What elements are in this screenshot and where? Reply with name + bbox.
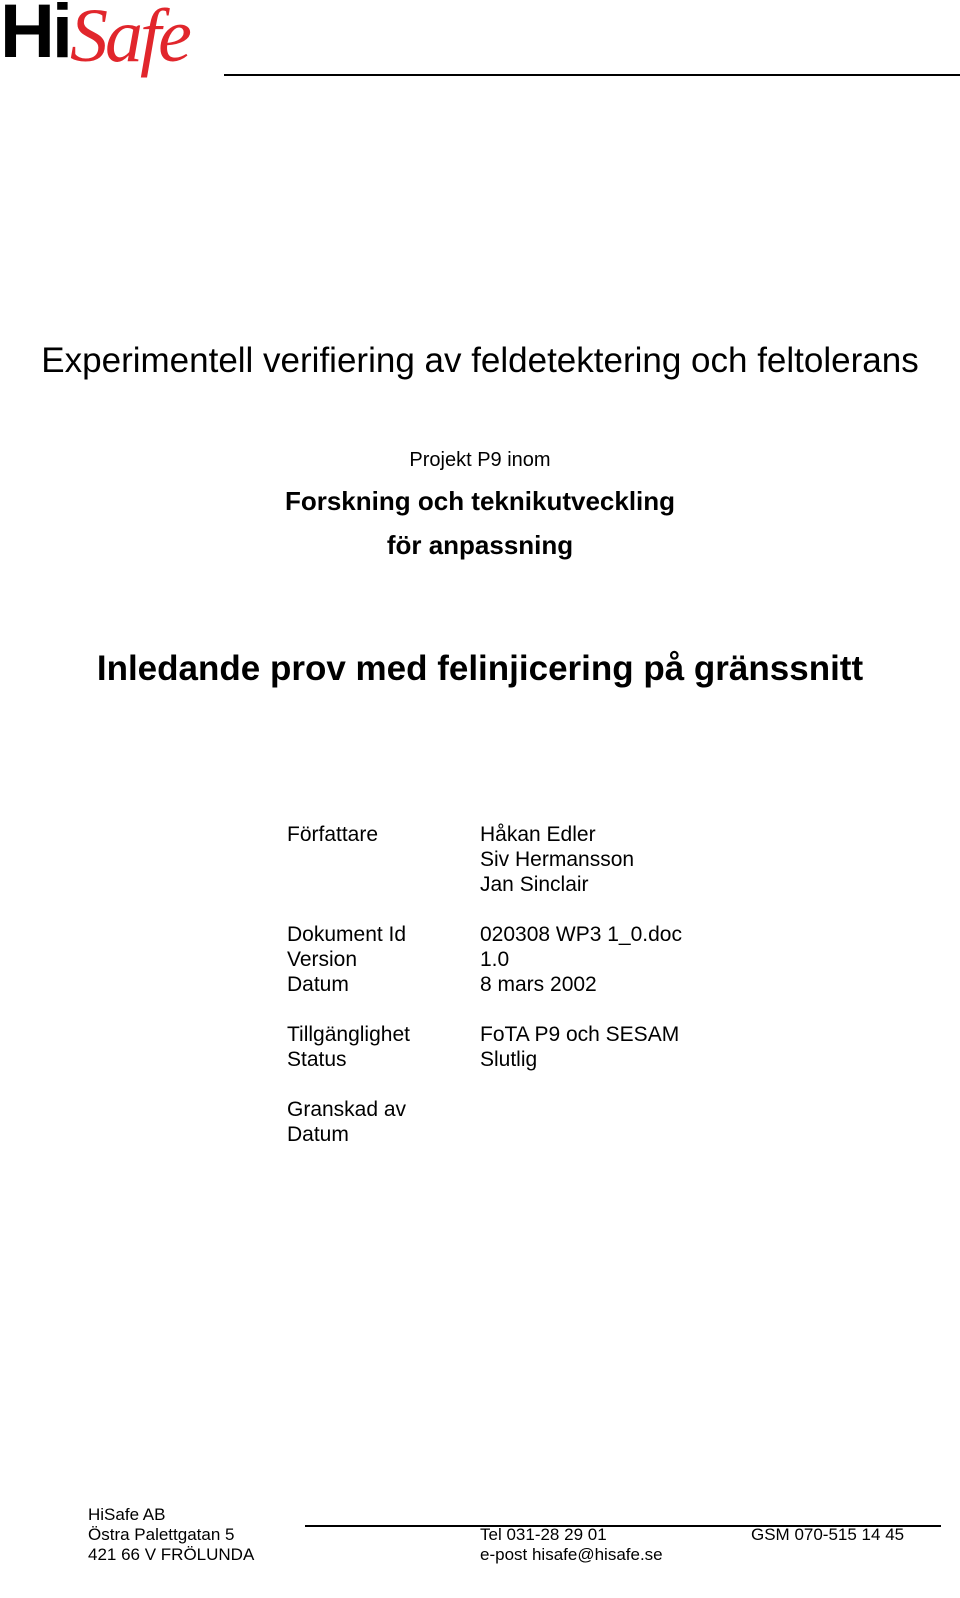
logo-safe-text: Safe bbox=[70, 0, 189, 78]
authors-label: Författare bbox=[287, 823, 379, 846]
author-name: Jan Sinclair bbox=[480, 873, 589, 896]
availability-label: Tillgänglighet bbox=[287, 1023, 410, 1046]
footer-street: Östra Palettgatan 5 bbox=[88, 1525, 235, 1544]
document-title: Experimentell verifiering av feldetektering och feltolerans bbox=[41, 341, 919, 380]
footer-email: e-post hisafe@hisafe.se bbox=[480, 1545, 663, 1564]
footer-phone: Tel 031-28 29 01 bbox=[480, 1525, 607, 1544]
logo-hi-text: Hi bbox=[0, 0, 70, 74]
date-label: Datum bbox=[287, 973, 349, 996]
program-title-line-1: Forskning och teknikutveckling bbox=[284, 486, 676, 516]
availability-value: FoTA P9 och SESAM bbox=[480, 1023, 680, 1046]
project-line: Projekt P9 inom bbox=[409, 449, 551, 471]
document-id-value: 020308 WP3 1_0.doc bbox=[480, 923, 682, 946]
document-id-label: Dokument Id bbox=[287, 923, 407, 946]
author-name: Håkan Edler bbox=[480, 823, 596, 846]
date-value: 8 mars 2002 bbox=[480, 973, 597, 996]
footer-city: 421 66 V FRÖLUNDA bbox=[88, 1545, 255, 1564]
status-label: Status bbox=[287, 1048, 347, 1071]
version-label: Version bbox=[287, 948, 358, 971]
author-name: Siv Hermansson bbox=[480, 848, 635, 871]
review-date-label: Datum bbox=[287, 1123, 349, 1146]
reviewed-by-label: Granskad av bbox=[287, 1098, 407, 1121]
status-value: Slutlig bbox=[480, 1048, 538, 1071]
footer-mobile: GSM 070-515 14 45 bbox=[751, 1525, 905, 1544]
header-divider bbox=[224, 74, 960, 76]
footer-company: HiSafe AB bbox=[88, 1505, 166, 1524]
hisafe-logo bbox=[0, 0, 200, 104]
program-title-line-2: för anpassning bbox=[386, 530, 574, 560]
version-value: 1.0 bbox=[480, 948, 510, 971]
document-subtitle: Inledande prov med felinjicering på gränssnitt bbox=[96, 649, 864, 688]
